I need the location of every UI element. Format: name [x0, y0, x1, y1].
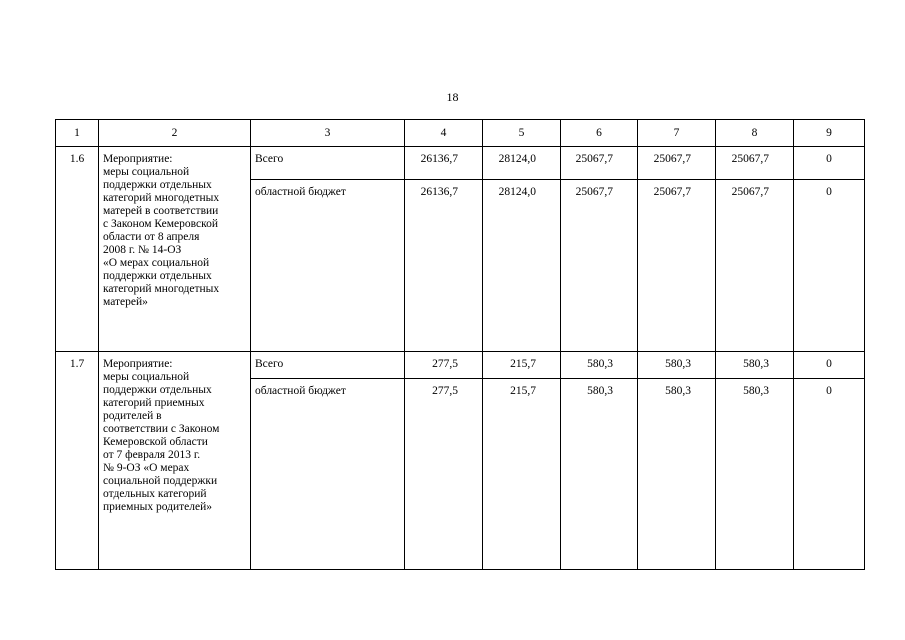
description-line: поддержки отдельных: [103, 384, 212, 396]
value-cell: 26136,7: [405, 180, 483, 352]
description-line: социальной поддержки: [103, 475, 218, 487]
header-cell: 5: [483, 120, 561, 147]
value-cell: 25067,7: [638, 147, 716, 180]
description-line: матерей в соответствии: [103, 205, 219, 217]
source-name: областной бюджет: [251, 180, 405, 352]
value-cell: 215,7: [483, 379, 561, 570]
description-line: № 9-ОЗ «О мерах: [103, 462, 190, 474]
description-line: от 7 февраля 2013 г.: [103, 449, 201, 461]
row-id: 1.7: [56, 352, 99, 570]
description-line: 2008 г. № 14-ОЗ: [103, 244, 182, 256]
value-cell: 0: [794, 147, 865, 180]
description-line: матерей»: [103, 296, 148, 308]
row-description: [99, 352, 251, 570]
header-cell: 7: [638, 120, 716, 147]
description-line: поддержки отдельных: [103, 270, 212, 282]
description-line: с Законом Кемеровской: [103, 218, 219, 230]
header-row: [56, 120, 865, 147]
source-name: Всего: [251, 352, 405, 379]
source-name: областной бюджет: [251, 379, 405, 570]
row-id: 1.6: [56, 147, 99, 352]
description-line: Мероприятие:: [103, 153, 173, 165]
row-description: [99, 147, 251, 352]
table-row: [56, 352, 865, 379]
description-line: приемных родителей»: [103, 501, 212, 513]
page-number: 18: [446, 90, 459, 104]
table-row: [56, 147, 865, 180]
value-cell: 0: [794, 379, 865, 570]
value-cell: 25067,7: [561, 147, 638, 180]
value-cell: 580,3: [638, 379, 716, 570]
value-cell: 580,3: [561, 352, 638, 379]
value-cell: 580,3: [716, 379, 794, 570]
value-cell: 277,5: [405, 379, 483, 570]
description-line: Кемеровской области: [103, 436, 208, 448]
header-cell: 4: [405, 120, 483, 147]
description-line: меры социальной: [103, 371, 190, 383]
description-line: «О мерах социальной: [103, 257, 210, 269]
header-cell: 1: [56, 120, 99, 147]
value-cell: 28124,0: [483, 180, 561, 352]
value-cell: 28124,0: [483, 147, 561, 180]
description-line: меры социальной: [103, 166, 190, 178]
value-cell: 0: [794, 180, 865, 352]
header-cell: 9: [794, 120, 865, 147]
description-line: соответствии с Законом: [103, 423, 220, 435]
value-cell: 25067,7: [716, 147, 794, 180]
description-line: области от 8 апреля: [103, 231, 200, 243]
value-cell: 26136,7: [405, 147, 483, 180]
header-cell: 6: [561, 120, 638, 147]
description-line: отдельных категорий: [103, 488, 207, 500]
value-cell: 0: [794, 352, 865, 379]
data-table: [55, 119, 865, 570]
value-cell: 580,3: [561, 379, 638, 570]
description-line: категорий многодетных: [103, 283, 220, 295]
value-cell: 277,5: [405, 352, 483, 379]
description-line: категорий многодетных: [103, 192, 220, 204]
source-name: Всего: [251, 147, 405, 180]
value-cell: 25067,7: [561, 180, 638, 352]
header-cell: 3: [251, 120, 405, 147]
value-cell: 25067,7: [716, 180, 794, 352]
value-cell: 25067,7: [638, 180, 716, 352]
description-line: родителей в: [103, 410, 162, 422]
value-cell: 580,3: [638, 352, 716, 379]
header-cell: 8: [716, 120, 794, 147]
value-cell: 580,3: [716, 352, 794, 379]
header-cell: 2: [99, 120, 251, 147]
value-cell: 215,7: [483, 352, 561, 379]
description-line: Мероприятие:: [103, 358, 173, 370]
description-line: категорий приемных: [103, 397, 205, 409]
description-line: поддержки отдельных: [103, 179, 212, 191]
